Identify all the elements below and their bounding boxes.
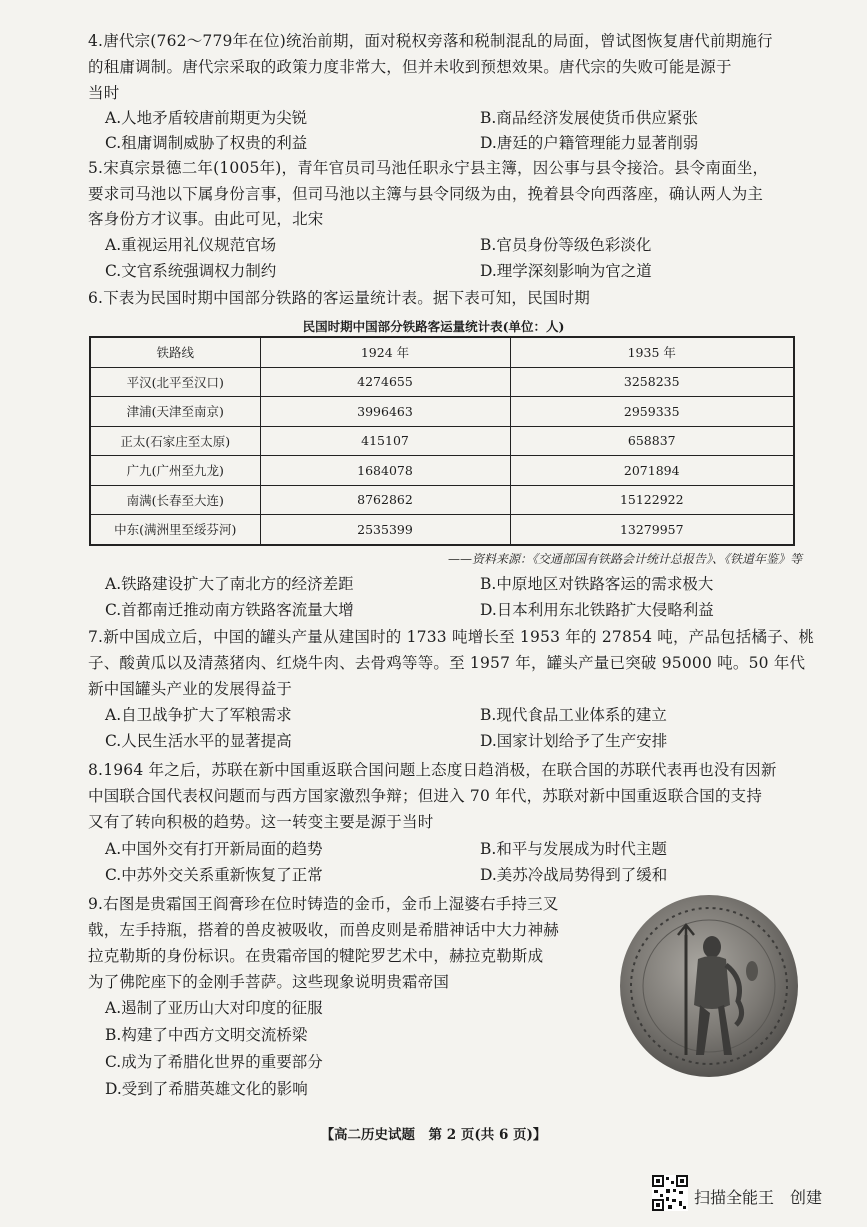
- value-1935: 658837: [510, 426, 794, 456]
- q9-stem-line-4: 为了佛陀座下的金刚手菩萨。这些现象说明贵霜帝国: [88, 973, 450, 991]
- q5-stem-line-1: 5.宋真宗景德二年(1005年)，青年官员司马池任职永宁县主簿，因公事与县令接洽。县令南面坐，: [88, 159, 769, 177]
- coin-figure-icon: [620, 895, 798, 1077]
- table-source-note: ——资料来源：《交通部国有铁路会计统计总报告》、《铁道年鉴》等: [447, 552, 802, 566]
- q8-option-c: C.中苏外交关系重新恢复了正常: [105, 866, 323, 884]
- q4-stem-line-3: 当时: [88, 84, 120, 102]
- q6-stem-line-1: 6.下表为民国时期中国部分铁路的客运量统计表。据下表可知，民国时期: [88, 289, 590, 307]
- page-footer: 【高二历史试题 第 2 页(共 6 页)】: [320, 1127, 547, 1143]
- scanner-watermark: 扫描全能王 创建: [694, 1188, 823, 1207]
- railway-name: 正太(石家庄至太原): [90, 426, 260, 456]
- table-header-row: [90, 337, 794, 367]
- q4-option-d: D.唐廷的户籍管理能力显著削弱: [480, 134, 699, 152]
- value-1935: 3258235: [510, 367, 794, 397]
- header-railway: 铁路线: [90, 337, 260, 367]
- railway-name: 津浦(天津至南京): [90, 397, 260, 427]
- value-1924: 1684078: [260, 456, 510, 486]
- railway-name: 南满(长春至大连): [90, 485, 260, 515]
- table-row: [90, 485, 794, 515]
- q4-option-c: C.租庸调制威胁了权贵的利益: [105, 134, 308, 152]
- q6-option-b: B.中原地区对铁路客运的需求极大: [480, 575, 714, 593]
- railway-passenger-table: [89, 336, 795, 546]
- value-1924: 2535399: [260, 515, 510, 545]
- q9-stem-line-1: 9.右图是贵霜国王阎膏珍在位时铸造的金币，金币上湿婆右手持三叉: [88, 895, 559, 913]
- header-1924: 1924 年: [260, 337, 510, 367]
- q9-option-c: C.成为了希腊化世界的重要部分: [105, 1053, 323, 1071]
- table-caption: 民国时期中国部分铁路客运量统计表(单位：人): [302, 319, 565, 334]
- q6-option-c: C.首都南迁推动南方铁路客流量大增: [105, 601, 354, 619]
- q7-option-d: D.国家计划给予了生产安排: [480, 732, 668, 750]
- q4-stem-line-2: 的租庸调制。唐代宗采取的政策力度非常大，但并未收到预想效果。唐代宗的失败可能是源于: [88, 58, 732, 76]
- q5-option-c: C.文官系统强调权力制约: [105, 262, 277, 280]
- q5-stem-line-2: 要求司马池以下属身份言事，但司马池以主簿与县令同级为由，挽着县令向西落座，确认两人为主: [88, 185, 764, 203]
- value-1924: 3996463: [260, 397, 510, 427]
- kushan-coin-image: [620, 895, 798, 1077]
- q7-option-c: C.人民生活水平的显著提高: [105, 732, 292, 750]
- q8-option-d: D.美苏冷战局势得到了缓和: [480, 866, 668, 884]
- railway-name: 广九(广州至九龙): [90, 456, 260, 486]
- header-1935: 1935 年: [510, 337, 794, 367]
- value-1924: 415107: [260, 426, 510, 456]
- q7-stem-line-3: 新中国罐头产业的发展得益于: [88, 680, 293, 698]
- q8-stem-line-1: 8.1964 年之后，苏联在新中国重返联合国问题上态度日趋消极，在联合国的苏联代表再也没有因新: [88, 761, 777, 779]
- q9-option-b: B.构建了中西方文明交流桥梁: [105, 1026, 308, 1044]
- q4-option-a: A.人地矛盾较唐前期更为尖锐: [105, 109, 308, 127]
- q9-stem-line-3: 拉克勒斯的身份标识。在贵霜帝国的犍陀罗艺术中，赫拉克勒斯成: [88, 947, 544, 965]
- value-1935: 2959335: [510, 397, 794, 427]
- q8-stem-line-2: 中国联合国代表权问题而与西方国家激烈争辩；但进入 70 年代，苏联对新中国重返联合国的支持: [88, 787, 763, 805]
- value-1935: 15122922: [510, 485, 794, 515]
- q8-stem-line-3: 又有了转向积极的趋势。这一转变主要是源于当时: [88, 813, 434, 831]
- table-row: [90, 397, 794, 427]
- q9-stem-line-2: 戟，左手持瓶，搭着的兽皮被吸收，而兽皮则是希腊神话中大力神赫: [88, 921, 560, 939]
- q5-option-a: A.重视运用礼仪规范官场: [105, 236, 277, 254]
- value-1935: 2071894: [510, 456, 794, 486]
- q5-stem-line-3: 客身份方才议事。由此可见，北宋: [88, 210, 324, 228]
- q5-option-b: B.官员身份等级色彩淡化: [480, 236, 652, 254]
- table-row: [90, 456, 794, 486]
- q7-option-b: B.现代食品工业体系的建立: [480, 706, 667, 724]
- q6-option-a: A.铁路建设扩大了南北方的经济差距: [105, 575, 354, 593]
- railway-name: 平汉(北平至汉口): [90, 367, 260, 397]
- q4-option-b: B.商品经济发展使货币供应紧张: [480, 109, 698, 127]
- table-row: [90, 367, 794, 397]
- q6-option-d: D.日本利用东北铁路扩大侵略利益: [480, 601, 714, 619]
- q4-stem-line-1: 4.唐代宗(762～779年在位)统治前期，面对税权旁落和税制混乱的局面，曾试图恢复唐代前期施行: [88, 32, 773, 50]
- qr-code-icon: [652, 1175, 688, 1211]
- q9-option-d: D.受到了希腊英雄文化的影响: [105, 1080, 308, 1098]
- q8-option-b: B.和平与发展成为时代主题: [480, 840, 667, 858]
- q9-option-a: A.遏制了亚历山大对印度的征服: [105, 999, 323, 1017]
- value-1924: 4274655: [260, 367, 510, 397]
- table-row: [90, 426, 794, 456]
- q7-option-a: A.自卫战争扩大了军粮需求: [105, 706, 292, 724]
- q7-stem-line-2: 子、酸黄瓜以及清蒸猪肉、红烧牛肉、去骨鸡等等。至 1957 年，罐头产量已突破 95000 吨。50 年代: [88, 654, 806, 672]
- q5-option-d: D.理学深刻影响为官之道: [480, 262, 652, 280]
- value-1935: 13279957: [510, 515, 794, 545]
- q7-stem-line-1: 7.新中国成立后，中国的罐头产量从建国时的 1733 吨增长至 1953 年的 27854 吨，产品包括橘子、桃: [88, 628, 815, 646]
- table-row: [90, 515, 794, 545]
- railway-name: 中东(满洲里至绥芬河): [90, 515, 260, 545]
- q8-option-a: A.中国外交有打开新局面的趋势: [105, 840, 323, 858]
- value-1924: 8762862: [260, 485, 510, 515]
